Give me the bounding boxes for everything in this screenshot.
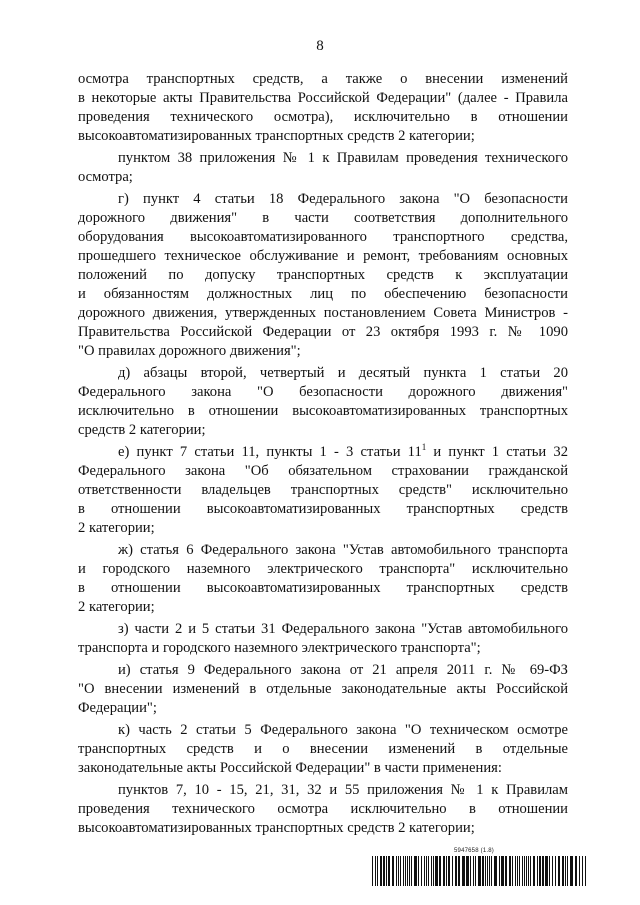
text-line: высокоавтоматизированных транспортных средств 2 категории; [78,127,475,144]
text-line: в отношении высокоавтоматизированных транспортных средств [78,579,568,596]
text-line: и обязанностям должностных лиц по обеспечению безопасности [78,285,568,302]
text-line: законодательные акты Российской Федерации" в части применения: [78,759,502,776]
text-line: д) абзацы второй, четвертый и десятый пункта 1 статьи 20 [118,364,568,381]
text-line: Федерации"; [78,699,157,716]
text-line: положений по допуску транспортных средств к эксплуатации [78,266,568,283]
text-line: пунктом 38 приложения № 1 к Правилам проведения технического [118,150,568,166]
text-line: дорожного движения" в части соответствия дополнительного [78,210,568,227]
text-line: ответственности владельцев транспортных средств" исключительно [78,481,568,498]
barcode-icon [372,856,586,886]
paragraph [78,661,568,718]
text-line: транспорта и городского наземного электрического транспорта"; [78,639,481,656]
text-line: осмотра; [78,168,133,185]
paragraph [78,149,568,187]
paragraph [78,541,568,617]
text-line: Правительства Российской Федерации от 23 октября 1993 г. № 1090 [78,323,568,340]
text-line: средств 2 категории; [78,421,206,438]
text-line: высокоавтоматизированных транспортных средств 2 категории; [78,819,475,836]
text-line: исключительно в отношении высокоавтоматизированных транспортных [78,402,568,419]
text-line: к) часть 2 статьи 5 Федерального закона "О техническом осмотре [118,721,568,738]
text-line: пунктов 7, 10 - 15, 21, 31, 32 и 55 приложения № 1 к Правилам [118,782,568,798]
text-line: транспортных средств и о внесении изменений в отдельные [78,740,568,757]
paragraph [78,364,568,440]
text-line: дорожного движения, утвержденных постановлением Совета Министров - [78,304,568,321]
paragraph [78,620,568,658]
text-line: и городского наземного электрического транспорта" исключительно [78,560,568,577]
paragraph [78,781,568,838]
paragraph [78,443,568,538]
text-line: г) пункт 4 статьи 18 Федерального закона "О безопасности [118,191,568,208]
paragraph [78,70,568,146]
page-number: 8 [316,38,324,54]
text-line: з) части 2 и 5 статьи 31 Федерального закона "Устав автомобильного [118,620,568,637]
text-line: Федерального закона "О безопасности дорожного движения" [78,383,568,400]
text-line-tail: и пункт 1 статьи 32 [426,443,568,460]
superscript: 1 [421,442,427,452]
paragraph [78,190,568,361]
text-line: "О внесении изменений в отдельные законодательные акты Российской [78,680,568,697]
text-line: Федерального закона "Об обязательном страховании гражданской [78,462,568,479]
text-line: оборудования высокоавтоматизированного транспортного средства, [78,229,568,245]
text-line: прошедшего техническое обслуживание и ремонт, требованиям основных [78,247,568,264]
text-line: 2 категории; [78,598,155,615]
text-line: в некоторые акты Правительства Российской Федерации" (далее - Правила [78,89,568,106]
paragraph [78,721,568,778]
text-line: е) пункт 7 статьи 11, пункты 1 - 3 статьи $11^1$ и пункт 1 статьи 32 [118,442,568,460]
text-line: проведения технического осмотра исключительно в отношении [78,800,568,817]
text-line: и) статья 9 Федерального закона от 21 апреля 2011 г. № 69-ФЗ [118,661,568,678]
text-line: 2 категории; [78,519,155,536]
text-line: в отношении высокоавтоматизированных транспортных средств [78,500,568,517]
text-line: ж) статья 6 Федерального закона "Устав автомобильного транспорта [118,541,568,558]
text-line: осмотра транспортных средств, а также о внесении изменений [78,71,568,87]
document-body [78,70,568,838]
text-line: "О правилах дорожного движения"; [78,342,301,359]
document-id: 5947658 (1.8) [454,848,494,854]
text-line: проведения технического осмотра), исключительно в отношении [78,108,568,125]
